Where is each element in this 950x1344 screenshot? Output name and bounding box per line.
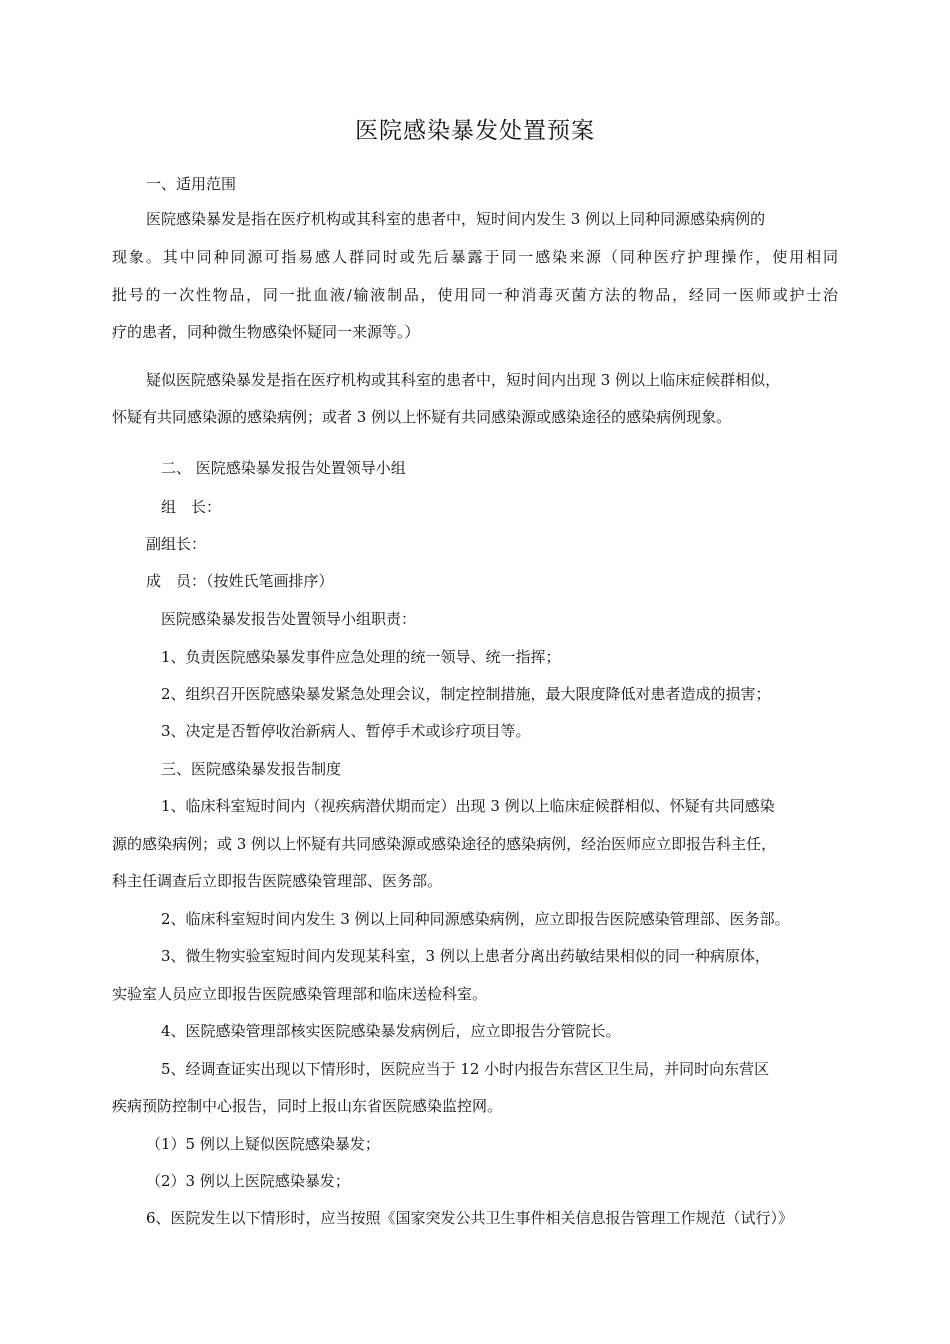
section-heading-leadership: 二、 医院感染暴发报告处置领导小组	[161, 459, 406, 477]
paragraph-line: 科主任调查后立即报告医院感染管理部、医务部。	[112, 872, 443, 890]
paragraph-line: 实验室人员应立即报告医院感染管理部和临床送检科室。	[112, 985, 488, 1003]
list-item: 4、医院感染管理部核实医院感染暴发病例后，应立即报告分管院长。	[161, 1022, 621, 1040]
list-item: 3、微生物实验室短时间内发现某科室，3 例以上患者分离出药敏结果相似的同一种病原体，	[161, 947, 770, 965]
paragraph-line: 疑似医院感染暴发是指在医疗机构或其科室的患者中，短时间内出现 3 例以上临床症候群相似，	[146, 371, 781, 389]
paragraph-line: 医院感染暴发是指在医疗机构或其科室的患者中，短时间内发生 3 例以上同种同源感染病例的	[146, 210, 766, 228]
paragraph-line: 怀疑有共同感染源的感染病例；或者 3 例以上怀疑有共同感染源或感染途径的感染病例现象。	[112, 408, 732, 426]
members-field: 成 员：（按姓氏笔画排序）	[146, 572, 334, 590]
list-item: 3、决定是否暂停收治新病人、暂停手术或诊疗项目等。	[161, 722, 531, 740]
list-item: 1、临床科室短时间内（视疾病潜伏期而定）出现 3 例以上临床症候群相似、怀疑有共同感染	[161, 797, 775, 815]
list-item: 5、经调查证实出现以下情形时，医院应当于 12 小时内报告东营区卫生局，并同时向东营区	[161, 1060, 770, 1078]
paragraph-line: 批号的一次性物品，同一批血液/输液制品，使用同一种消毒灭菌方法的物品，经同一医师或护士治	[112, 286, 838, 304]
section-heading-reporting: 三、医院感染暴发报告制度	[161, 760, 342, 778]
list-item: 1、负责医院感染暴发事件应急处理的统一领导、统一指挥；	[161, 648, 561, 666]
list-item: 2、临床科室短时间内发生 3 例以上同种同源感染病例，应立即报告医院感染管理部、医务部。	[161, 910, 790, 928]
leader-field: 组 长：	[161, 498, 222, 516]
paragraph-line: 源的感染病例；或 3 例以上怀疑有共同感染源或感染途径的感染病例，经治医师应立即报告科主任，	[112, 835, 777, 853]
section-heading-scope: 一、适用范围	[146, 175, 237, 193]
paragraph-line: 现象。其中同种同源可指易感人群同时或先后暴露于同一感染来源（同种医疗护理操作，使用相同	[112, 248, 838, 266]
deputy-leader-field: 副组长：	[146, 535, 207, 553]
document-title: 医院感染暴发处置预案	[355, 118, 595, 144]
duties-heading: 医院感染暴发报告处置领导小组职责：	[161, 610, 417, 628]
paragraph-line: 疾病预防控制中心报告，同时上报山东省医院感染监控网。	[112, 1097, 503, 1115]
list-item: 6、医院发生以下情形时，应当按照《国家突发公共卫生事件相关信息报告管理工作规范（试行）》	[146, 1209, 794, 1227]
list-item: （1）5 例以上疑似医院感染暴发；	[146, 1135, 380, 1153]
paragraph-line: 疗的患者，同种微生物感染怀疑同一来源等。）	[112, 323, 420, 341]
list-item: （2）3 例以上医院感染暴发；	[146, 1172, 350, 1190]
list-item: 2、组织召开医院感染暴发紧急处理会议，制定控制措施，最大限度降低对患者造成的损害；	[161, 685, 771, 703]
